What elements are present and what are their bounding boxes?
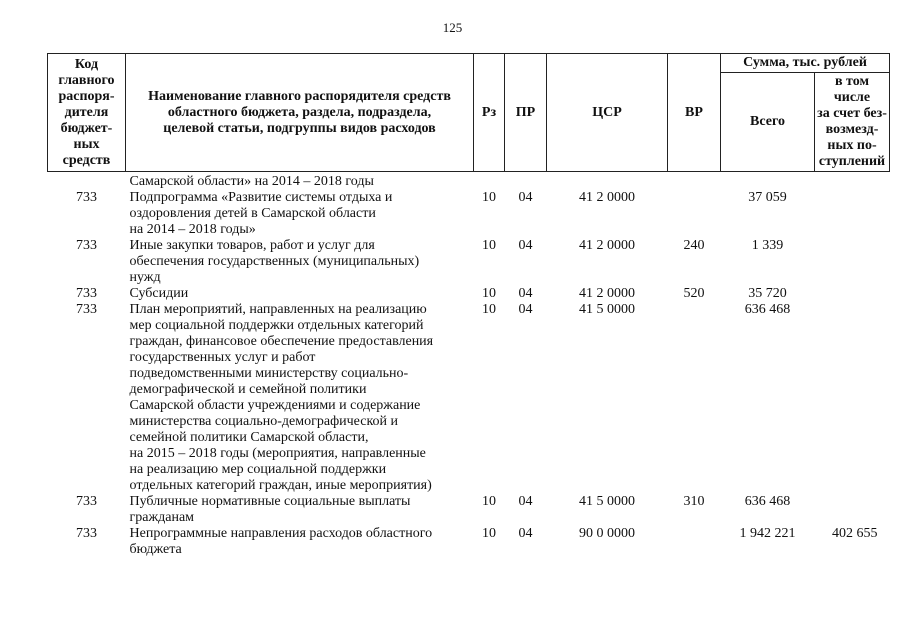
header-incl: в том числе за счет без- возмезд- ных по- ступлений [815, 73, 890, 172]
header-pr: ПР [505, 54, 547, 172]
row-total: 636 468 [744, 494, 791, 509]
header-csr: ЦСР [547, 54, 668, 172]
row-name: План мероприятий, направленных на реализацию мер социальной поддержки отдельных категорий граждан, финансовое обеспечение предоставления государственных услуг и работ подведомственными министерству социально- демографической и семейной политики Самарской области учреждениями и содержание министерства социально-демографической и семейной политики Самарской области, на 2015 – 2018 годы (мероприятия, направленные на реализацию мер социальной поддержки отдельных категорий граждан, иные мероприятия) [129, 302, 434, 493]
row-vr: 310 [683, 494, 705, 509]
row-pr: 04 [518, 526, 533, 541]
row-kod: 733 [76, 526, 97, 541]
row-vr: 240 [683, 238, 705, 253]
row-kod [48, 172, 126, 191]
row-csr: 41 2 0000 [579, 238, 635, 253]
row-name: Самарской области» на 2014 – 2018 годы [129, 174, 374, 189]
row-name: Публичные нормативные социальные выплаты гражданам [129, 494, 411, 525]
header-name: Наименование главного распорядителя средств областного бюджета, раздела, подраздела, целевой статьи, подгруппы видов расходов [126, 54, 474, 172]
row-name: Субсидии [129, 286, 189, 301]
row-pr: 04 [518, 302, 533, 317]
row-total: 1 942 221 [739, 526, 796, 541]
row-total: 37 059 [748, 190, 787, 205]
row-csr: 41 5 0000 [579, 494, 635, 509]
row-pr: 04 [518, 238, 533, 253]
row-vr [668, 302, 721, 494]
row-rz [474, 172, 505, 191]
header-rz: Рз [474, 54, 505, 172]
row-name: Иные закупки товаров, работ и услуг для обеспечения государственных (муниципальных) нужд [129, 238, 420, 285]
row-csr: 41 2 0000 [579, 190, 635, 205]
row-incl: 402 655 [832, 526, 878, 541]
row-csr: 41 5 0000 [579, 302, 635, 317]
header-kod: Код главного распоря- дителя бюджет- ных средств [48, 54, 126, 172]
row-csr: 41 2 0000 [579, 286, 635, 301]
row-csr [547, 172, 668, 191]
row-vr: 520 [683, 286, 705, 301]
row-rz: 10 [482, 238, 496, 253]
table-body [48, 172, 890, 559]
row-pr [505, 172, 547, 191]
row-total [721, 172, 815, 191]
row-vr [668, 172, 721, 191]
row-incl [815, 286, 890, 302]
row-vr [668, 526, 721, 558]
row-rz: 10 [482, 190, 496, 205]
row-csr: 90 0 0000 [579, 526, 635, 541]
row-kod: 733 [76, 238, 97, 253]
row-kod: 733 [76, 494, 97, 509]
row-incl [815, 190, 890, 238]
row-pr: 04 [518, 494, 533, 509]
row-pr: 04 [518, 286, 533, 301]
header-vr: ВР [668, 54, 721, 172]
header-total: Всего [721, 73, 815, 172]
row-incl [815, 494, 890, 526]
table-row [48, 526, 890, 558]
row-rz: 10 [482, 286, 496, 301]
table-header [48, 54, 890, 172]
page-number: 125 [442, 20, 463, 35]
row-kod: 733 [76, 190, 97, 205]
row-total: 636 468 [744, 302, 791, 317]
row-incl [815, 172, 890, 191]
row-rz: 10 [482, 302, 496, 317]
row-name: Непрограммные направления расходов областного бюджета [129, 526, 433, 557]
row-pr: 04 [518, 190, 533, 205]
row-vr [668, 190, 721, 238]
row-kod: 733 [76, 286, 97, 301]
table-row [48, 302, 890, 494]
row-rz: 10 [482, 526, 496, 541]
row-total: 35 720 [748, 286, 787, 301]
budget-table [47, 53, 890, 558]
row-name: Подпрограмма «Развитие системы отдыха и оздоровления детей в Самарской области на 2014 – 2018 годы» [129, 190, 393, 237]
table-row [48, 494, 890, 526]
header-sum: Сумма, тыс. рублей [721, 54, 890, 73]
table-row [48, 190, 890, 238]
table-row [48, 172, 890, 191]
row-rz: 10 [482, 494, 496, 509]
table-row [48, 286, 890, 302]
row-total: 1 339 [751, 238, 784, 253]
row-incl [815, 302, 890, 494]
row-incl [815, 238, 890, 286]
row-kod: 733 [76, 302, 97, 317]
table-row [48, 238, 890, 286]
